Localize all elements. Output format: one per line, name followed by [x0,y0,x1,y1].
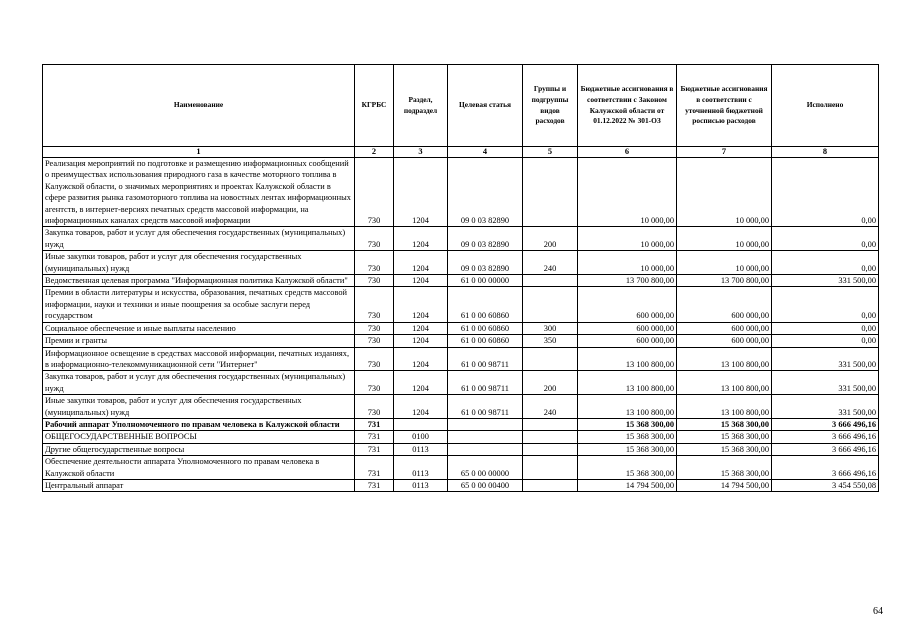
cell-kgrbs: 731 [355,479,394,491]
cell-group: 240 [523,251,578,275]
table-row [43,227,879,251]
cell-group [523,287,578,322]
cell-kgrbs: 730 [355,371,394,395]
cell-refined: 15 368 300,00 [677,456,772,480]
cell-refined: 15 368 300,00 [677,418,772,430]
cell-target: 61 0 00 98711 [448,395,523,419]
cell-name: Премии и гранты [43,335,355,347]
cell-target: 61 0 00 60860 [448,322,523,334]
cell-target [448,431,523,443]
cell-executed: 0,00 [772,251,879,275]
cell-group: 240 [523,395,578,419]
cell-target: 61 0 00 60860 [448,335,523,347]
cell-law: 10 000,00 [578,158,677,227]
cell-name: Иные закупки товаров, работ и услуг для обеспечения государственных (муниципальных) нужд [43,395,355,419]
cell-name: Социальное обеспечение и иные выплаты населению [43,322,355,334]
budget-table [42,64,879,492]
cell-target: 61 0 00 00000 [448,275,523,287]
header-target: Целевая статья [448,65,523,147]
cell-executed: 3 454 550,08 [772,479,879,491]
cell-name: Ведомственная целевая программа "Информационная политика Калужской области" [43,275,355,287]
cell-name: Иные закупки товаров, работ и услуг для обеспечения государственных (муниципальных) нужд [43,251,355,275]
cell-target: 61 0 00 60860 [448,287,523,322]
cell-section: 1204 [394,287,448,322]
cell-group [523,275,578,287]
cell-group: 200 [523,227,578,251]
cell-section: 1204 [394,227,448,251]
cell-section: 0113 [394,479,448,491]
cell-kgrbs: 731 [355,431,394,443]
cell-kgrbs: 730 [355,158,394,227]
cell-executed: 0,00 [772,158,879,227]
cell-executed: 0,00 [772,322,879,334]
header-row [43,65,879,147]
table-row [43,443,879,455]
cell-executed: 0,00 [772,287,879,322]
table-row [43,347,879,371]
cell-kgrbs: 730 [355,227,394,251]
cell-law: 600 000,00 [578,335,677,347]
cell-refined: 10 000,00 [677,227,772,251]
page-number: 64 [873,606,883,617]
cell-name: Рабочий аппарат Уполномоченного по правам человека в Калужской области [43,418,355,430]
cell-name: Другие общегосударственные вопросы [43,443,355,455]
cell-section: 1204 [394,347,448,371]
column-number: 6 [578,147,677,158]
table-row [43,456,879,480]
cell-name: Информационное освещение в средствах массовой информации, печатных изданиях, в информационно-телекоммуникационной сети "Интернет" [43,347,355,371]
cell-kgrbs: 730 [355,287,394,322]
cell-refined: 13 700 800,00 [677,275,772,287]
column-number: 1 [43,147,355,158]
cell-executed: 0,00 [772,335,879,347]
cell-group: 300 [523,322,578,334]
column-number: 4 [448,147,523,158]
cell-kgrbs: 730 [355,395,394,419]
cell-kgrbs: 731 [355,456,394,480]
cell-section: 1204 [394,395,448,419]
cell-target: 61 0 00 98711 [448,347,523,371]
table-row [43,287,879,322]
cell-refined: 10 000,00 [677,158,772,227]
cell-name: Закупка товаров, работ и услуг для обеспечения государственных (муниципальных) нужд [43,371,355,395]
cell-name: Премии в области литературы и искусства, образования, печатных средств массовой информации, науки и техники и иные поощрения за особые заслуги перед государством [43,287,355,322]
cell-law: 15 368 300,00 [578,456,677,480]
cell-target [448,418,523,430]
header-name: Наименование [43,65,355,147]
cell-section: 1204 [394,251,448,275]
cell-group [523,443,578,455]
cell-law: 15 368 300,00 [578,431,677,443]
header-executed: Исполнено [772,65,879,147]
cell-executed: 331 500,00 [772,347,879,371]
cell-section: 0113 [394,443,448,455]
column-number: 8 [772,147,879,158]
header-law: Бюджетные ассигнования в соответствии с Законом Калужской области от 01.12.2022 № 301-ОЗ [578,65,677,147]
cell-kgrbs: 731 [355,443,394,455]
table-body [43,158,879,492]
cell-section: 1204 [394,275,448,287]
cell-group [523,347,578,371]
cell-group [523,418,578,430]
cell-refined: 14 794 500,00 [677,479,772,491]
cell-kgrbs: 730 [355,275,394,287]
cell-name: Центральный аппарат [43,479,355,491]
cell-law: 600 000,00 [578,287,677,322]
table-row [43,275,879,287]
cell-section: 1204 [394,335,448,347]
cell-group [523,479,578,491]
cell-executed: 331 500,00 [772,275,879,287]
cell-target [448,443,523,455]
cell-executed: 0,00 [772,227,879,251]
column-number: 3 [394,147,448,158]
cell-name: ОБЩЕГОСУДАРСТВЕННЫЕ ВОПРОСЫ [43,431,355,443]
cell-law: 15 368 300,00 [578,418,677,430]
cell-target: 09 0 03 82890 [448,227,523,251]
cell-law: 13 100 800,00 [578,347,677,371]
table-row [43,431,879,443]
cell-section: 0113 [394,456,448,480]
cell-kgrbs: 730 [355,322,394,334]
cell-executed: 3 666 496,16 [772,443,879,455]
cell-law: 10 000,00 [578,227,677,251]
column-number: 5 [523,147,578,158]
cell-section [394,418,448,430]
cell-group [523,431,578,443]
cell-group: 200 [523,371,578,395]
cell-group: 350 [523,335,578,347]
cell-section: 1204 [394,158,448,227]
cell-law: 13 100 800,00 [578,371,677,395]
column-number: 2 [355,147,394,158]
cell-executed: 3 666 496,16 [772,431,879,443]
cell-group [523,158,578,227]
cell-refined: 13 100 800,00 [677,395,772,419]
header-kgrbs: КГРБС [355,65,394,147]
cell-refined: 15 368 300,00 [677,443,772,455]
cell-executed: 331 500,00 [772,371,879,395]
cell-name: Обеспечение деятельности аппарата Уполномоченного по правам человека в Калужской области [43,456,355,480]
cell-kgrbs: 730 [355,335,394,347]
header-group: Группы и подгруппы видов расходов [523,65,578,147]
cell-law: 13 700 800,00 [578,275,677,287]
cell-kgrbs: 730 [355,251,394,275]
table-row [43,335,879,347]
cell-kgrbs: 731 [355,418,394,430]
table-row [43,371,879,395]
column-number-row [43,147,879,158]
cell-section: 0100 [394,431,448,443]
table-row [43,158,879,227]
header-refined: Бюджетные ассигнования в соответствии с уточненной бюджетной росписью расходов [677,65,772,147]
header-section: Раздел, подраздел [394,65,448,147]
cell-executed: 331 500,00 [772,395,879,419]
cell-law: 600 000,00 [578,322,677,334]
cell-name: Закупка товаров, работ и услуг для обеспечения государственных (муниципальных) нужд [43,227,355,251]
cell-law: 10 000,00 [578,251,677,275]
cell-target: 09 0 03 82890 [448,158,523,227]
cell-refined: 10 000,00 [677,251,772,275]
table-row [43,418,879,430]
cell-executed: 3 666 496,16 [772,456,879,480]
cell-target: 65 0 00 00000 [448,456,523,480]
table-row [43,395,879,419]
cell-kgrbs: 730 [355,347,394,371]
cell-law: 13 100 800,00 [578,395,677,419]
column-number: 7 [677,147,772,158]
cell-refined: 15 368 300,00 [677,431,772,443]
cell-law: 15 368 300,00 [578,443,677,455]
cell-refined: 600 000,00 [677,287,772,322]
cell-target: 65 0 00 00400 [448,479,523,491]
cell-refined: 13 100 800,00 [677,347,772,371]
cell-law: 14 794 500,00 [578,479,677,491]
cell-refined: 600 000,00 [677,335,772,347]
cell-name: Реализация мероприятий по подготовке и размещению информационных сообщений о преимуществах использования природного газа в качестве моторного топлива в Калужской области, о значимых мероприятиях и проектах Калужской области в сфере развития рынка газомоторного топлива на новостных лентах информационных агентств, в интернет-версиях печатных средств массовой информации, на информационных каналах средств массовой информации [43,158,355,227]
table-row [43,479,879,491]
cell-target: 09 0 03 82890 [448,251,523,275]
cell-executed: 3 666 496,16 [772,418,879,430]
cell-refined: 13 100 800,00 [677,371,772,395]
table-row [43,322,879,334]
cell-refined: 600 000,00 [677,322,772,334]
cell-group [523,456,578,480]
table-row [43,251,879,275]
cell-target: 61 0 00 98711 [448,371,523,395]
cell-section: 1204 [394,322,448,334]
cell-section: 1204 [394,371,448,395]
